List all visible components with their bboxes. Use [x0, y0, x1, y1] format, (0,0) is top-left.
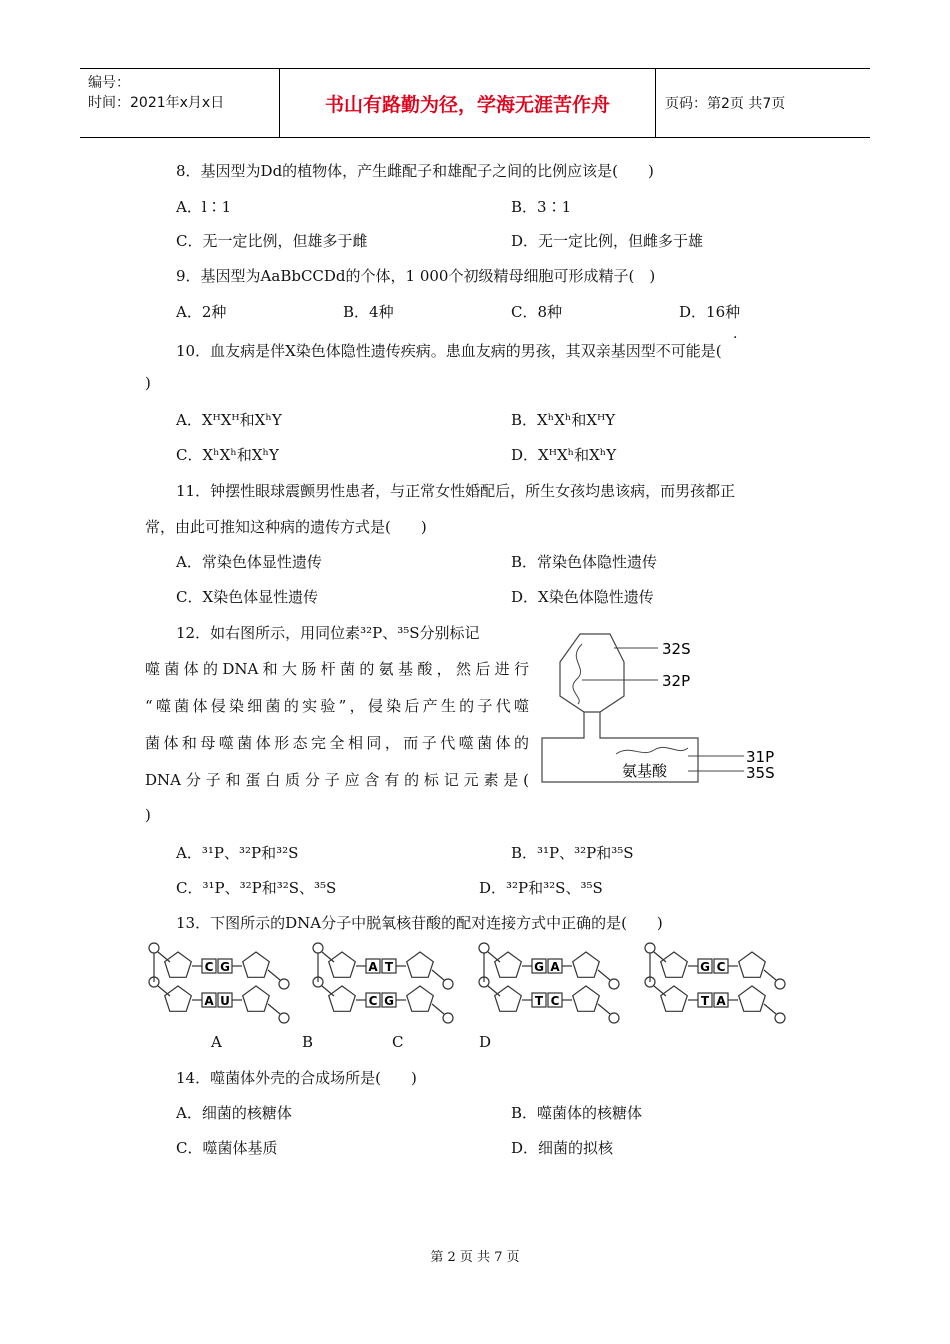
q12-option-d: D．³²P和³²S、³⁵S	[479, 879, 603, 897]
base-top-left: G	[534, 960, 544, 974]
base-bottom-left: C	[368, 994, 378, 1008]
q8-option-d: D．无一定比例，但雌多于雄	[511, 232, 704, 250]
base-bottom-left: A	[204, 994, 214, 1008]
q8-option-b: B．3∶1	[511, 198, 572, 216]
motto: 书山有路勤为径，学海无涯苦作舟	[280, 69, 656, 137]
q8-option-c: C．无一定比例，但雄多于雌	[176, 232, 368, 250]
base-top-right: A	[550, 960, 560, 974]
phosphate-bottom-right	[775, 1013, 785, 1023]
q8-stem: 8．基因型为Dd的植物体，产生雌配子和雄配子之间的比例应该是( )	[176, 162, 654, 180]
bond-bottom-left	[158, 986, 170, 996]
base-bottom-right: A	[716, 994, 726, 1008]
base-bottom-right: U	[220, 994, 230, 1008]
phosphate-top-left	[645, 943, 655, 953]
q13-label-b: B	[302, 1033, 314, 1051]
sugar-bottom-left	[165, 986, 192, 1011]
q10-stem: 10．血友病是伴X染色体隐性遗传疾病。患血友病的男孩，其双亲基因型不可能是(	[176, 342, 722, 360]
phosphate-bottom-right	[279, 1013, 289, 1023]
bond-bottom-left	[488, 986, 500, 996]
q10-option-a: A．XᴴXᴴ和XʰY	[176, 411, 282, 429]
phage-tail	[542, 712, 698, 782]
q14-stem: 14．噬菌体外壳的合成场所是( )	[176, 1069, 417, 1087]
bond-top-right	[598, 970, 610, 980]
dna-pairing-figure	[140, 936, 800, 1026]
phosphate-top-left	[479, 943, 489, 953]
time-label: 时间：2021年x月x日	[88, 95, 225, 111]
phosphate-bottom-right	[443, 1013, 453, 1023]
q11-option-b: B．常染色体隐性遗传	[511, 553, 658, 571]
q14-option-b: B．噬菌体的核糖体	[511, 1104, 643, 1122]
base-top-left: A	[368, 960, 378, 974]
sugar-bottom-right	[739, 986, 766, 1011]
sugar-bottom-right	[573, 986, 600, 1011]
q12-line4: 菌体和母噬菌体形态完全相同，而子代噬菌体的	[145, 734, 529, 752]
sugar-bottom-left	[661, 986, 688, 1011]
q9-option-a: A．2种	[176, 303, 227, 321]
base-bottom-right: C	[550, 994, 560, 1008]
q10-option-d: D．XᴴXʰ和XʰY	[511, 446, 617, 464]
sugar-bottom-left	[329, 986, 356, 1011]
sugar-top-right	[407, 952, 434, 977]
base-top-left: C	[204, 960, 214, 974]
sugar-top-left	[495, 952, 522, 977]
sugar-bottom-right	[243, 986, 270, 1011]
bond-bottom-left	[654, 986, 666, 996]
label-amino-acid: 氨基酸	[622, 762, 668, 780]
base-top-right: T	[384, 960, 394, 974]
q12-option-b: B．³¹P、³²P和³⁵S	[511, 844, 634, 862]
sugar-bottom-right	[407, 986, 434, 1011]
sugar-top-right	[739, 952, 766, 977]
label-35s: 35S	[746, 764, 775, 782]
sugar-bottom-left	[495, 986, 522, 1011]
bond-top-left	[322, 952, 334, 962]
bond-top-left	[158, 952, 170, 962]
base-bottom-left: T	[534, 994, 544, 1008]
bacterium-curve	[616, 747, 688, 754]
base-top-right: G	[220, 960, 230, 974]
bond-top-right	[764, 970, 776, 980]
q11-stem-line2: 常，由此可推知这种病的遗传方式是( )	[145, 518, 427, 536]
q10-option-c: C．XʰXʰ和XʰY	[176, 446, 279, 464]
phage-bacterium-figure	[538, 620, 788, 790]
bond-bottom-right	[764, 1004, 776, 1014]
phage-dna	[573, 644, 582, 704]
q13-label-a: A	[211, 1033, 222, 1051]
phosphate-bottom-right	[609, 1013, 619, 1023]
phosphate-top-right	[443, 979, 453, 989]
phosphate-top-right	[775, 979, 785, 989]
base-bottom-left: T	[700, 994, 710, 1008]
q13-label-c: C	[392, 1033, 404, 1051]
q11-option-d: D．X染色体隐性遗传	[511, 588, 654, 606]
bond-top-right	[432, 970, 444, 980]
q11-stem-line1: 11．钟摆性眼球震颤男性患者，与正常女性婚配后，所生女孩均患该病，而男孩都正	[176, 482, 736, 500]
q12-line2: 噬菌体的DNA和大肠杆菌的氨基酸，然后进行	[145, 660, 529, 678]
q10-stem-end: )	[145, 374, 151, 392]
sugar-top-right	[573, 952, 600, 977]
q12-option-c: C．³¹P、³²P和³²S、³⁵S	[176, 879, 337, 897]
sugar-top-left	[329, 952, 356, 977]
q14-option-c: C．噬菌体基质	[176, 1139, 278, 1157]
sugar-top-left	[661, 952, 688, 977]
phosphate-top-right	[609, 979, 619, 989]
q12-line6: )	[145, 806, 151, 824]
bond-bottom-right	[598, 1004, 610, 1014]
number-label: 编号：	[88, 75, 130, 91]
label-32s: 32S	[662, 640, 691, 658]
emphasis-dot: ·	[733, 330, 738, 346]
phosphate-top-left	[313, 943, 323, 953]
label-31p: 31P	[746, 748, 775, 766]
base-bottom-right: G	[384, 994, 394, 1008]
q9-stem: 9．基因型为AaBbCCDd的个体，1 000个初级精母细胞可形成精子( )	[176, 267, 656, 285]
phosphate-top-right	[279, 979, 289, 989]
header-meta	[80, 69, 280, 137]
q9-option-d: D．16种	[679, 303, 741, 321]
q10-option-b: B．XʰXʰ和XᴴY	[511, 411, 616, 429]
sugar-top-right	[243, 952, 270, 977]
bond-top-right	[268, 970, 280, 980]
q12-option-a: A．³¹P、³²P和³²S	[176, 844, 299, 862]
sugar-top-left	[165, 952, 192, 977]
q9-option-b: B．4种	[343, 303, 394, 321]
q12-line5: DNA分子和蛋白质分子应含有的标记元素是(	[145, 771, 529, 789]
bond-bottom-right	[432, 1004, 444, 1014]
bond-bottom-left	[322, 986, 334, 996]
q11-option-a: A．常染色体显性遗传	[176, 553, 322, 571]
phosphate-top-left	[149, 943, 159, 953]
q14-option-a: A．细菌的核糖体	[176, 1104, 292, 1122]
bond-top-left	[654, 952, 666, 962]
q13-stem: 13．下图所示的DNA分子中脱氧核苷酸的配对连接方式中正确的是( )	[176, 914, 663, 932]
q11-option-c: C．X染色体显性遗传	[176, 588, 319, 606]
q9-option-c: C．8种	[511, 303, 563, 321]
q12-line1: 12．如右图所示，用同位素³²P、³⁵S分别标记	[176, 624, 480, 642]
page-footer: 第 2 页 共 7 页	[430, 1250, 520, 1265]
q12-line3: “噬菌体侵染细菌的实验”，侵染后产生的子代噬	[145, 697, 529, 715]
base-top-right: C	[716, 960, 726, 974]
page-header	[80, 68, 870, 138]
page-info: 页码：第2页 共7页	[665, 96, 786, 112]
label-32p: 32P	[662, 672, 691, 690]
q8-option-a: A．l∶1	[176, 198, 232, 216]
base-top-left: G	[700, 960, 710, 974]
q14-option-d: D．细菌的拟核	[511, 1139, 614, 1157]
phage-head	[560, 634, 624, 712]
bond-top-left	[488, 952, 500, 962]
bond-bottom-right	[268, 1004, 280, 1014]
q13-label-d: D	[479, 1033, 492, 1051]
